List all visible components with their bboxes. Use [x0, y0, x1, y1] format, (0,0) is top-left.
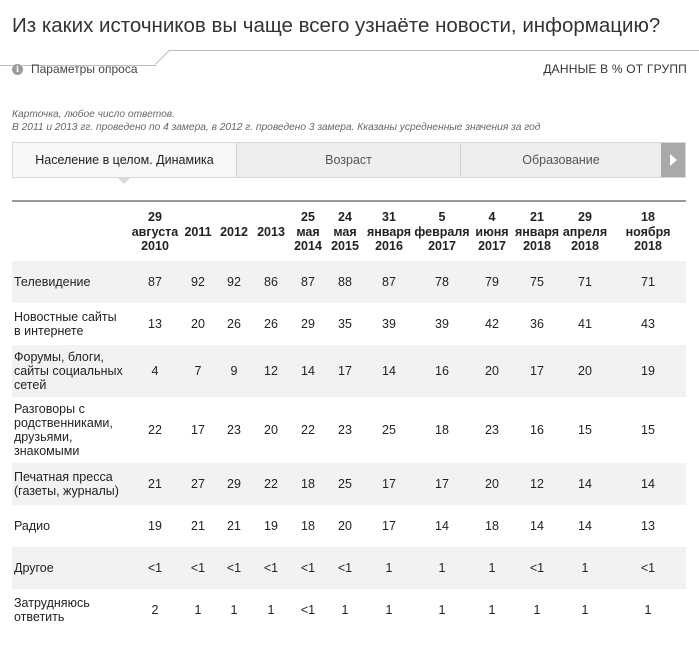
- value-cell: 20: [326, 505, 364, 547]
- value-cell: 39: [414, 303, 470, 345]
- value-cell: <1: [130, 547, 180, 589]
- row-label-line: сетей: [14, 377, 47, 392]
- value-cell: 21: [216, 505, 252, 547]
- value-cell: 19: [252, 505, 290, 547]
- value-cell: 92: [216, 261, 252, 303]
- value-cell: 26: [216, 303, 252, 345]
- row-label-line: Телевидение: [14, 274, 91, 289]
- column-header-line: 2017: [428, 239, 456, 253]
- row-label-line: Новостные сайты: [14, 309, 117, 324]
- value-cell: 17: [364, 505, 414, 547]
- value-cell: 86: [252, 261, 290, 303]
- value-cell: 78: [414, 261, 470, 303]
- value-cell: 1: [560, 547, 610, 589]
- value-cell: 9: [216, 345, 252, 397]
- value-cell: 15: [560, 397, 610, 463]
- value-cell: 14: [290, 345, 326, 397]
- tab-education[interactable]: Образование: [522, 153, 600, 167]
- row-label: [12, 547, 130, 589]
- value-cell: 23: [326, 397, 364, 463]
- column-header-line: 2017: [478, 239, 506, 253]
- value-cell: 16: [414, 345, 470, 397]
- column-header-line: января: [366, 224, 412, 239]
- value-cell: 12: [252, 345, 290, 397]
- value-cell: 87: [130, 261, 180, 303]
- column-header-line: 29: [148, 210, 162, 224]
- value-cell: 92: [180, 261, 216, 303]
- row-label-line: в интернете: [14, 323, 84, 338]
- value-cell: 75: [514, 261, 560, 303]
- column-header: [252, 201, 290, 261]
- column-header-line: 31: [382, 210, 396, 224]
- value-cell: 18: [290, 505, 326, 547]
- info-icon: i: [12, 64, 23, 75]
- column-header-line: 18: [641, 210, 655, 224]
- table-row: [12, 345, 686, 397]
- value-cell: 1: [514, 589, 560, 631]
- value-cell: 1: [414, 589, 470, 631]
- value-cell: 14: [560, 505, 610, 547]
- table-row: [12, 261, 686, 303]
- column-header-line: июня: [475, 224, 509, 239]
- value-cell: 43: [610, 303, 686, 345]
- value-cell: 17: [514, 345, 560, 397]
- column-header: [560, 201, 610, 261]
- value-cell: 29: [290, 303, 326, 345]
- column-header: [514, 201, 560, 261]
- value-cell: 2: [130, 589, 180, 631]
- value-cell: 1: [560, 589, 610, 631]
- value-cell: 17: [326, 345, 364, 397]
- row-label-line: знакомыми: [14, 443, 80, 458]
- value-cell: 39: [364, 303, 414, 345]
- value-cell: 20: [252, 397, 290, 463]
- survey-notes: [12, 109, 540, 134]
- row-label-line: (газеты, журналы): [14, 483, 119, 498]
- value-cell: 22: [252, 463, 290, 505]
- value-cell: 15: [610, 397, 686, 463]
- tab-bar: [12, 142, 686, 178]
- column-header-line: января: [514, 224, 560, 239]
- value-cell: 22: [290, 397, 326, 463]
- value-cell: 17: [364, 463, 414, 505]
- table-row: [12, 505, 686, 547]
- value-cell: 1: [364, 547, 414, 589]
- value-cell: 1: [216, 589, 252, 631]
- value-cell: 1: [252, 589, 290, 631]
- column-header-line: 5: [438, 210, 446, 224]
- value-cell: 88: [326, 261, 364, 303]
- value-cell: 1: [610, 589, 686, 631]
- value-cell: 29: [216, 463, 252, 505]
- row-label-line: друзьями,: [14, 429, 73, 444]
- table-row: [12, 397, 686, 463]
- value-cell: 14: [514, 505, 560, 547]
- column-header: [326, 201, 364, 261]
- tab-population-dynamics[interactable]: Население в целом. Динамика: [13, 143, 237, 177]
- value-cell: 35: [326, 303, 364, 345]
- value-cell: 4: [130, 345, 180, 397]
- column-header-line: ноября: [625, 224, 671, 239]
- row-label-line: Другое: [14, 560, 54, 575]
- row-label-line: ответить: [14, 609, 65, 624]
- value-cell: 1: [180, 589, 216, 631]
- value-cell: 12: [514, 463, 560, 505]
- value-cell: 25: [364, 397, 414, 463]
- value-cell: 17: [414, 463, 470, 505]
- row-label: [12, 303, 130, 345]
- table-header-row: [12, 201, 686, 261]
- column-header-line: 4: [488, 210, 496, 224]
- column-header-line: апреля: [562, 224, 608, 239]
- column-header-line: 2010: [141, 239, 169, 253]
- value-cell: 71: [560, 261, 610, 303]
- value-cell: <1: [216, 547, 252, 589]
- value-cell: 14: [560, 463, 610, 505]
- row-label-line: сайты социальных: [14, 363, 123, 378]
- column-header-line: 24: [338, 210, 352, 224]
- row-label: [12, 261, 130, 303]
- value-cell: <1: [290, 589, 326, 631]
- value-cell: <1: [326, 547, 364, 589]
- column-header-line: февраля: [414, 224, 470, 239]
- column-header: [290, 201, 326, 261]
- value-cell: 87: [364, 261, 414, 303]
- row-label: [12, 397, 130, 463]
- column-header-line: 2013: [257, 224, 285, 239]
- column-header: [414, 201, 470, 261]
- value-cell: 21: [130, 463, 180, 505]
- value-cell: 20: [470, 345, 514, 397]
- tabs-scroll-right-button[interactable]: [661, 143, 685, 177]
- value-cell: 23: [216, 397, 252, 463]
- note-line: В 2011 и 2013 гг. проведено по 4 замера, в 2012 г. проведено 3 замера. Кказаны усредненные значения за год: [12, 121, 541, 133]
- row-label-line: родственниками,: [14, 415, 113, 430]
- value-cell: 7: [180, 345, 216, 397]
- column-header-line: мая: [296, 224, 320, 239]
- column-header-line: 2014: [294, 239, 322, 253]
- value-cell: 20: [180, 303, 216, 345]
- value-cell: 13: [610, 505, 686, 547]
- row-label: [12, 505, 130, 547]
- tab-age[interactable]: Возраст: [237, 143, 461, 177]
- active-tab-pointer: [117, 177, 131, 184]
- units-label: ДАННЫЕ В % ОТ ГРУПП: [543, 62, 687, 76]
- value-cell: 14: [364, 345, 414, 397]
- value-cell: <1: [610, 547, 686, 589]
- column-header-line: 29: [578, 210, 592, 224]
- value-cell: 18: [414, 397, 470, 463]
- results-table: [12, 200, 686, 631]
- column-header: [364, 201, 414, 261]
- value-cell: 42: [470, 303, 514, 345]
- row-label: [12, 345, 130, 397]
- value-cell: 1: [470, 547, 514, 589]
- value-cell: 14: [610, 463, 686, 505]
- value-cell: 23: [470, 397, 514, 463]
- table-row: [12, 547, 686, 589]
- table-row: [12, 589, 686, 631]
- value-cell: 18: [470, 505, 514, 547]
- column-header-line: 25: [301, 210, 315, 224]
- column-header-line: 2018: [571, 239, 599, 253]
- row-label-line: Печатная пресса: [14, 469, 113, 484]
- header-divider-right: [170, 50, 699, 51]
- value-cell: 22: [130, 397, 180, 463]
- value-cell: <1: [290, 547, 326, 589]
- header-divider-notch: [155, 49, 171, 65]
- row-label-line: Затрудняюсь: [14, 595, 90, 610]
- column-header-line: 2018: [634, 239, 662, 253]
- column-header: [610, 201, 686, 261]
- row-label-line: Радио: [14, 518, 51, 533]
- survey-params-label: Параметры опроса: [31, 62, 138, 76]
- chevron-right-icon: [670, 154, 677, 166]
- value-cell: 1: [364, 589, 414, 631]
- value-cell: 36: [514, 303, 560, 345]
- column-header: [180, 201, 216, 261]
- value-cell: 26: [252, 303, 290, 345]
- value-cell: 25: [326, 463, 364, 505]
- column-header: [130, 201, 180, 261]
- row-label-line: Разговоры с: [14, 401, 85, 416]
- row-label: [12, 463, 130, 505]
- column-header-line: мая: [333, 224, 357, 239]
- value-cell: 20: [470, 463, 514, 505]
- value-cell: 13: [130, 303, 180, 345]
- value-cell: <1: [252, 547, 290, 589]
- value-cell: 87: [290, 261, 326, 303]
- survey-params-toggle[interactable]: [12, 62, 138, 76]
- column-header-line: августа: [131, 224, 179, 239]
- note-line: Карточка, любое число ответов.: [12, 109, 175, 120]
- value-cell: <1: [514, 547, 560, 589]
- value-cell: 27: [180, 463, 216, 505]
- value-cell: 21: [180, 505, 216, 547]
- value-cell: 1: [470, 589, 514, 631]
- column-header: [216, 201, 252, 261]
- column-header-line: 21: [530, 210, 544, 224]
- value-cell: 16: [514, 397, 560, 463]
- column-header-line: 2018: [523, 239, 551, 253]
- value-cell: 14: [414, 505, 470, 547]
- header-corner-cell: [12, 201, 130, 261]
- value-cell: 20: [560, 345, 610, 397]
- value-cell: 1: [326, 589, 364, 631]
- value-cell: <1: [180, 547, 216, 589]
- column-header-line: 2016: [375, 239, 403, 253]
- column-header-line: 2012: [220, 224, 248, 239]
- page-title: Из каких источников вы чаще всего узнаёте новости, информацию?: [12, 14, 661, 37]
- value-cell: 17: [180, 397, 216, 463]
- table-row: [12, 463, 686, 505]
- value-cell: 18: [290, 463, 326, 505]
- column-header-line: 2011: [184, 224, 212, 239]
- table-row: [12, 303, 686, 345]
- row-label: [12, 589, 130, 631]
- value-cell: 41: [560, 303, 610, 345]
- value-cell: 19: [610, 345, 686, 397]
- column-header: [470, 201, 514, 261]
- value-cell: 19: [130, 505, 180, 547]
- column-header-line: 2015: [331, 239, 359, 253]
- value-cell: 79: [470, 261, 514, 303]
- row-label-line: Форумы, блоги,: [14, 349, 104, 364]
- value-cell: 71: [610, 261, 686, 303]
- value-cell: 1: [414, 547, 470, 589]
